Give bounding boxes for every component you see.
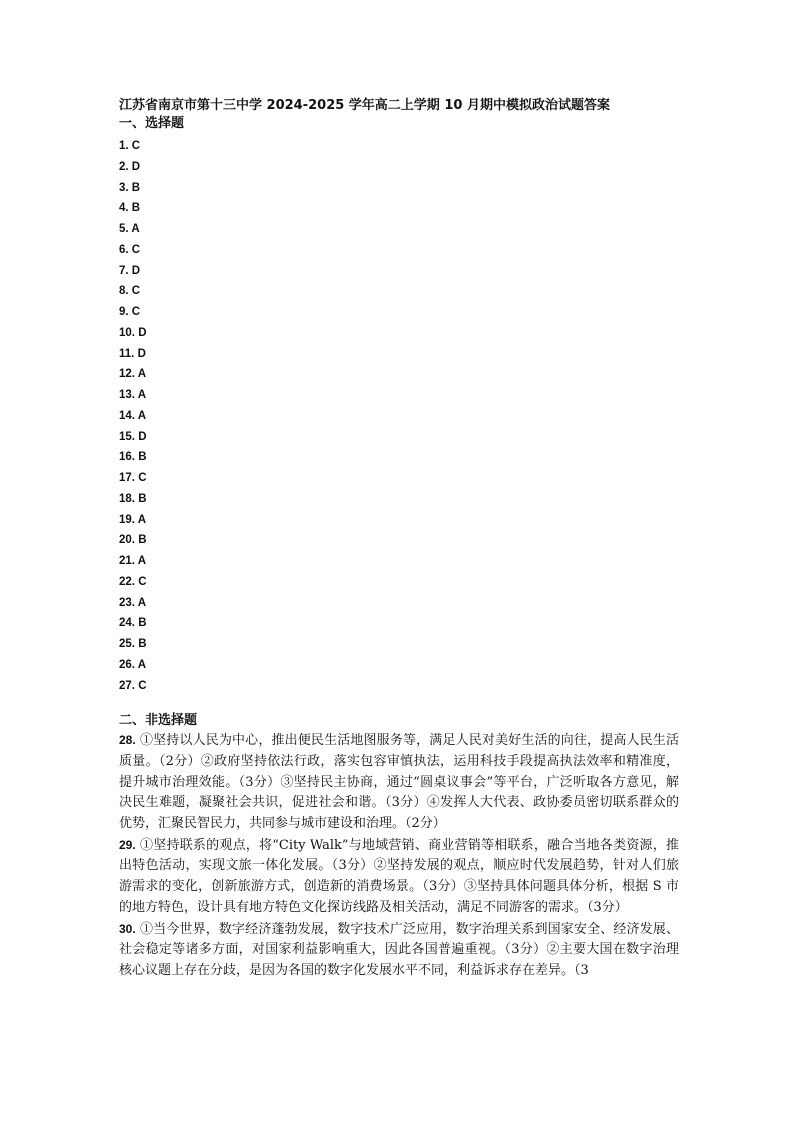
question-number: 30.: [119, 921, 136, 936]
answer-item: [119, 281, 679, 302]
answer-separator: .: [131, 451, 139, 464]
answer-letter: B: [138, 492, 147, 505]
answer-separator: .: [125, 202, 132, 215]
answer-item: [119, 572, 679, 593]
answer-number: 7: [119, 264, 126, 277]
answer-item: [119, 530, 679, 551]
answer-separator: .: [131, 409, 138, 422]
answer-item: [119, 364, 679, 385]
answer-item: [119, 302, 679, 323]
answer-item: [119, 634, 679, 655]
answer-item: [119, 551, 679, 572]
answer-separator: .: [125, 285, 132, 298]
answer-item: [119, 219, 679, 240]
answer-letter: D: [138, 326, 147, 339]
answer-letter: C: [131, 140, 141, 152]
answer-letter: D: [137, 347, 146, 360]
answer-number: 26: [119, 658, 132, 671]
answer-number: 19: [119, 513, 132, 526]
question-number: 29.: [119, 837, 136, 852]
answer-letter: B: [131, 181, 141, 194]
answer-letter: A: [137, 409, 147, 422]
answer-item: [119, 510, 679, 531]
answer-separator: .: [131, 368, 138, 381]
answer-letter: C: [138, 679, 147, 692]
answer-number: 27: [119, 679, 132, 692]
answer-number: 24: [119, 617, 132, 630]
question-number: 28.: [119, 733, 136, 748]
answer-number: 6: [119, 243, 126, 256]
answer-item: [119, 178, 679, 199]
answer-number: 11: [119, 347, 132, 360]
answer-item: [119, 655, 679, 676]
answer-number: 3: [119, 181, 126, 194]
answer-letter: A: [137, 658, 147, 671]
answer-item: [119, 676, 679, 697]
answer-separator: .: [131, 596, 138, 609]
answer-separator: .: [131, 555, 138, 567]
answer-number: 9: [119, 306, 126, 318]
answer-number: 14: [119, 409, 132, 422]
section-two: [119, 712, 679, 981]
answer-item: [119, 323, 679, 344]
document-page: [119, 97, 679, 982]
answer-letter: B: [131, 202, 141, 215]
answer-letter: A: [137, 513, 147, 526]
answer-separator: .: [131, 658, 138, 671]
answer-letter: C: [138, 575, 147, 588]
answer-separator: .: [125, 264, 132, 277]
answer-number: 5: [119, 223, 126, 235]
question-answer-text: ①坚持以人民为中心，推出便民生活地图服务等，满足人民对美好生活的向往，提高人民生活质量。（2分）②政府坚持依法行政，落实包容审慎执法，运用科技手段提高执法效率和精准度，提升城市治理效能。（3分）③坚持民主协商，通过“圆桌议事会”等平台，广泛听取各方意见，解决民生难题，凝聚社会共识，促进社会和谐。（3分）④发挥人大代表、政协委员密切联系群众的优势，汇聚民智民力，共同参与城市建设和治理。（2分）: [119, 733, 679, 832]
answer-letter: D: [131, 264, 141, 277]
answer-item: [119, 468, 679, 489]
answer-letter: C: [138, 472, 147, 484]
answer-separator: .: [125, 160, 132, 173]
answer-letter: C: [131, 306, 141, 318]
answer-number: 1: [119, 140, 126, 152]
answer-letter: A: [137, 555, 147, 567]
answer-letter: B: [138, 534, 147, 547]
answer-number: 21: [119, 555, 132, 567]
answer-item: [119, 385, 679, 406]
answer-separator: .: [131, 389, 138, 401]
answer-letter: A: [137, 596, 147, 609]
answer-separator: .: [125, 306, 132, 318]
answer-separator: .: [131, 326, 139, 339]
answer-letter: C: [131, 243, 141, 256]
answer-letter: D: [138, 430, 147, 443]
answer-letter: B: [138, 617, 147, 630]
answer-letter: B: [138, 638, 147, 650]
answer-number: 8: [119, 285, 126, 298]
answer-number: 15: [119, 430, 132, 443]
answer-list: [119, 136, 679, 696]
answer-number: 16: [119, 451, 132, 464]
question-30-answer: [119, 919, 679, 982]
answer-separator: .: [125, 243, 132, 256]
answer-number: 12: [119, 368, 132, 381]
answer-letter: A: [131, 223, 140, 235]
answer-number: 17: [119, 472, 132, 484]
question-answer-text: ①当今世界，数字经济蓬勃发展，数字技术广泛应用，数字治理关系到国家安全、经济发展、社会稳定等诸多方面，对国家利益影响重大，因此各国普遍重视。（3分）②主要大国在数字治理核心议题上存在分歧，是因为各国的数字化发展水平不同，利益诉求存在差异。（3: [119, 921, 679, 978]
answer-number: 4: [119, 202, 126, 215]
answer-item: [119, 489, 679, 510]
answer-letter: B: [138, 451, 147, 464]
section-two-heading: 二、非选择题: [119, 713, 198, 729]
question-28-answer: [119, 730, 679, 835]
answer-item: [119, 593, 679, 614]
answer-number: 25: [119, 638, 132, 650]
answer-item: [119, 157, 679, 178]
answer-separator: .: [131, 679, 139, 692]
section-one-heading: 一、选择题: [119, 116, 185, 131]
answer-separator: .: [131, 472, 139, 484]
answer-letter: A: [137, 368, 147, 381]
answer-item: [119, 261, 679, 282]
answer-letter: D: [131, 160, 141, 173]
answer-item: [119, 427, 679, 448]
answer-separator: .: [125, 223, 132, 235]
answer-number: 22: [119, 575, 132, 588]
question-answer-text: ①坚持联系的观点，将“City Walk”与地域营销、商业营销等相联系，融合当地各类资源，推出特色活动，实现文旅一体化发展。（3分）②坚持发展的观点，顺应时代发展趋势，针对人们旅游需求的变化，创新旅游方式，创造新的消费场景。（3分）③坚持具体问题具体分析，根据 S 市的地方特色，设计具有地方特色文化探访线路及相关活动，满足不同游客的需求。（3分）: [119, 837, 679, 915]
answer-number: 18: [119, 492, 132, 505]
answer-item: [119, 240, 679, 261]
answer-number: 2: [119, 160, 126, 173]
answer-number: 10: [119, 326, 132, 339]
answer-separator: .: [131, 617, 139, 630]
answer-separator: .: [125, 140, 132, 152]
answer-item: [119, 344, 679, 365]
answer-separator: .: [131, 492, 139, 505]
answer-item: [119, 406, 679, 427]
answer-letter: A: [137, 389, 147, 401]
answer-separator: .: [131, 534, 139, 547]
answer-number: 13: [119, 389, 132, 401]
answer-number: 20: [119, 534, 132, 547]
answer-separator: .: [131, 638, 139, 650]
answer-separator: .: [131, 513, 138, 526]
question-29-answer: [119, 835, 679, 919]
answer-separator: .: [125, 181, 132, 194]
answer-separator: .: [131, 430, 139, 443]
answer-item: [119, 447, 679, 468]
answer-letter: C: [131, 285, 141, 298]
answer-separator: .: [131, 575, 139, 588]
answer-item: [119, 198, 679, 219]
answer-separator: .: [131, 347, 138, 360]
answer-item: [119, 136, 679, 157]
document-title: 江苏省南京市第十三中学 2024-2025 学年高二上学期 10 月期中模拟政治试题答案: [119, 98, 610, 113]
answer-item: [119, 613, 679, 634]
answer-number: 23: [119, 596, 132, 609]
